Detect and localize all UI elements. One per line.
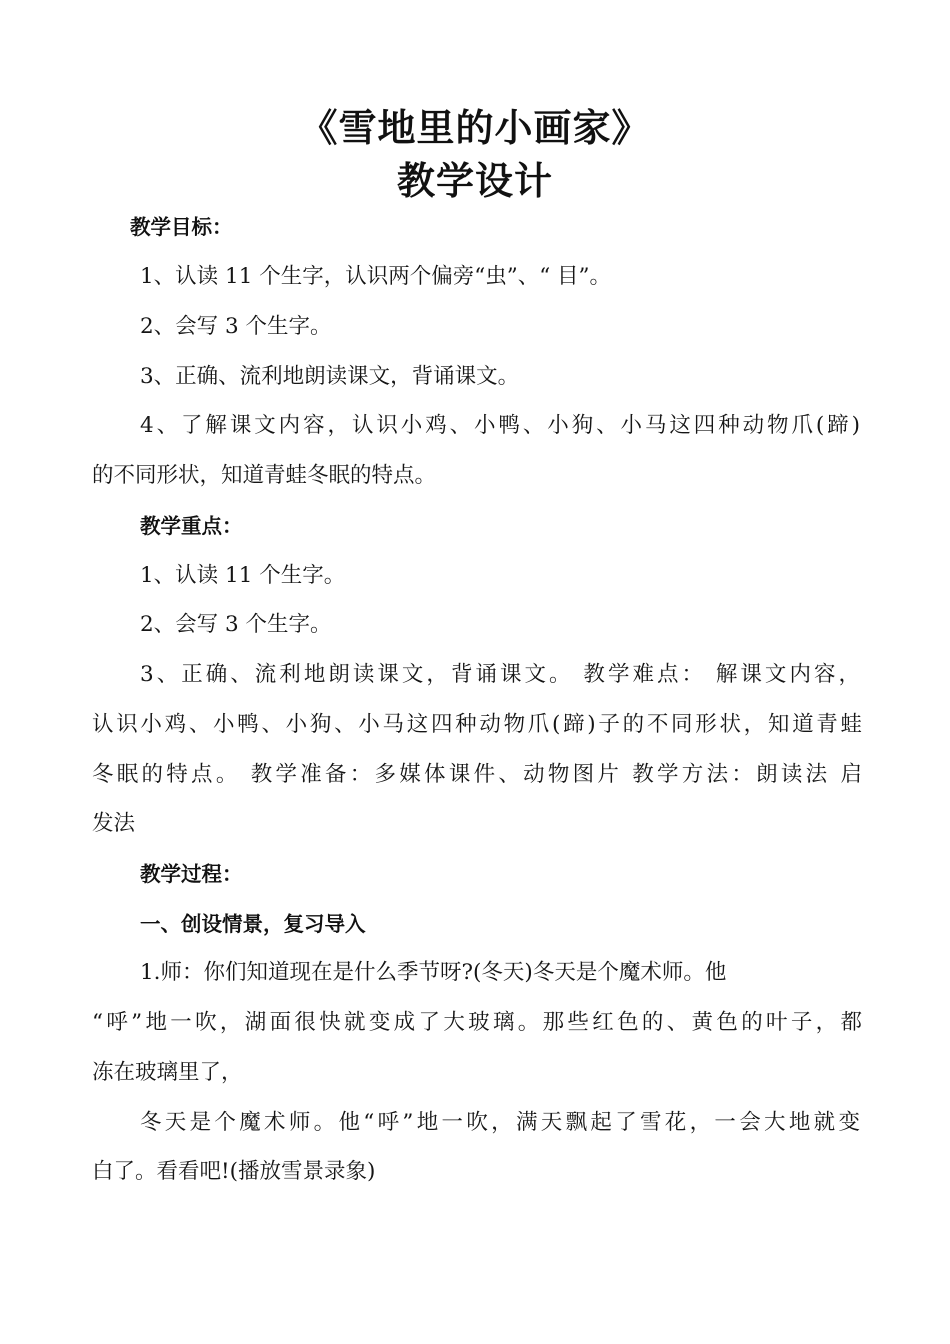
goal-item-3: 3、正确、流利地朗读课文，背诵课文。 xyxy=(140,364,520,389)
goal-item-1: 1、认读 11 个生字，认识两个偏旁“虫”、“ 目”。 xyxy=(140,264,612,289)
paragraph-line: “呼”地一吹，湖面很快就变成了大玻璃。那些红色的、黄色的叶子，都 xyxy=(92,1010,862,1035)
document-subtitle: 教学设计 xyxy=(396,159,553,203)
section-heading-goals: 教学目标： xyxy=(130,215,233,239)
paragraph-line: 冻在玻璃里了， xyxy=(92,1060,243,1085)
paragraph-line: 冬眠的特点。 教学准备：多媒体课件、动物图片 教学方法：朗读法 启 xyxy=(92,762,862,787)
key-point-1: 1、认读 11 个生字。 xyxy=(140,563,346,588)
paragraph-line: 白了。看看吧!(播放雪景录象) xyxy=(92,1159,376,1184)
paragraph-line: 认识小鸡、小鸭、小狗、小马这四种动物爪(蹄)子的不同形状，知道青蛙 xyxy=(92,712,862,737)
section-heading-key-points: 教学重点： xyxy=(140,514,243,538)
subsection-heading: 一、创设情景，复习导入 xyxy=(140,912,366,936)
paragraph-line: 1.师：你们知道现在是什么季节呀?(冬天)冬天是个魔术师。他 xyxy=(140,960,727,985)
key-point-3-line1: 3、正确、流利地朗读课文，背诵课文。 教学难点： 解课文内容， xyxy=(140,662,860,687)
goal-item-2: 2、会写 3 个生字。 xyxy=(140,314,332,339)
document-title: 《雪地里的小画家》 xyxy=(299,106,651,150)
paragraph-line: 冬天是个魔术师。他“呼”地一吹，满天飘起了雪花，一会大地就变 xyxy=(140,1110,860,1135)
paragraph-line: 发法 xyxy=(92,811,136,836)
goal-item-4-line1: 4、了解课文内容，认识小鸡、小鸭、小狗、小马这四种动物爪(蹄) xyxy=(140,413,860,438)
goal-item-4-line2: 的不同形状，知道青蛙冬眠的特点。 xyxy=(92,463,437,488)
key-point-2: 2、会写 3 个生字。 xyxy=(140,612,332,637)
section-heading-process: 教学过程： xyxy=(140,862,243,886)
